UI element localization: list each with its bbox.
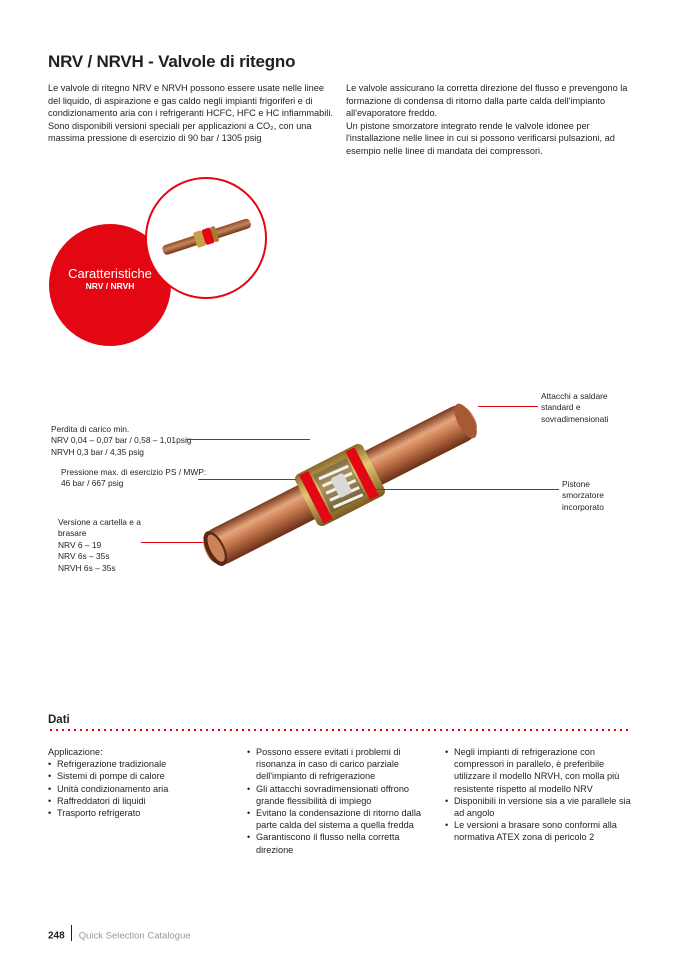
intro-paragraph: Sono disponibili versioni speciali per applicazioni a CO₂, con una massima pressione di esercizio di 90 bar / 1305 psig xyxy=(48,120,312,144)
callout-line: NRV 0,04 – 0,07 bar / 0,58 – 1,01psig xyxy=(51,435,192,446)
callout-perdita xyxy=(51,424,241,458)
list-item: • Garantiscono il flusso nella corretta direzione xyxy=(247,831,427,855)
callout-line: NRVH 0,3 bar / 4,35 psig xyxy=(51,446,144,457)
badge-title: Caratteristiche xyxy=(68,266,152,281)
page-footer xyxy=(48,928,191,944)
callout-line: standard e xyxy=(541,402,581,413)
features-badge-text xyxy=(52,266,168,291)
page-title: NRV / NRVH - Valvole di ritegno xyxy=(48,52,296,71)
dati-column-notes xyxy=(445,746,635,844)
page-number: 248 xyxy=(48,930,65,942)
intro-paragraph: Un pistone smorzatore integrato rende le valvole idonee per l'installazione nelle linee in cui si possono verificarsi pulsazioni, ad esempio nelle linee di mandata dei compressori. xyxy=(346,120,615,156)
callout-leader xyxy=(478,406,538,407)
dotted-divider xyxy=(48,728,632,732)
callout-line: Pistone xyxy=(562,479,590,489)
list-item: • Unità condizionamento aria xyxy=(48,783,228,795)
callout-line: NRV 6s – 35s xyxy=(58,551,110,562)
notes-list xyxy=(445,746,635,844)
dati-column-benefits xyxy=(247,746,427,856)
catalogue-name: Quick Selection Catalogue xyxy=(78,930,191,942)
callout-line: NRVH 6s – 35s xyxy=(58,562,116,573)
callout-line: NRV 6 – 19 xyxy=(58,539,102,550)
callout-leader xyxy=(186,439,310,440)
list-item: • Gli attacchi sovradimensionati offrono grande flessibilità di impiego xyxy=(247,783,427,807)
callout-line: sovradimensionati xyxy=(541,413,609,424)
callout-line: Pressione max. di esercizio PS / MWP: xyxy=(61,467,207,477)
list-item: • Possono essere evitati i problemi di risonanza in caso di carico parziale dell'impianto di refrigerazione xyxy=(247,746,427,783)
list-item: • Trasporto refrigerato xyxy=(48,807,228,819)
list-item: • Sistemi di pompe di calore xyxy=(48,770,228,782)
callout-leader xyxy=(141,542,203,543)
list-item: • Refrigerazione tradizionale xyxy=(48,758,228,770)
applications-list xyxy=(48,758,228,819)
callout-leader xyxy=(198,479,296,480)
callout-pistone xyxy=(562,479,642,513)
dati-column-applications xyxy=(48,746,228,819)
list-item: • Le versioni a brasare sono conformi alla normativa ATEX zona di pericolo 2 xyxy=(445,819,635,843)
intro-right-column xyxy=(346,82,636,158)
callout-versione xyxy=(58,517,168,574)
list-item: • Raffreddatori di liquidi xyxy=(48,795,228,807)
callout-leader xyxy=(368,489,559,490)
callout-line: brasare xyxy=(58,528,87,539)
list-item: • Evitano la condensazione di ritorno dalla parte calda del sistema a quella fredda xyxy=(247,807,427,831)
list-item: • Disponibili in versione sia a vie parallele sia ad angolo xyxy=(445,795,635,819)
list-item: • Negli impianti di refrigerazione con compressori in parallelo, è preferibile utilizzare il modello NRVH, con molla più resistente rispetto al modello NRV xyxy=(445,746,635,795)
callout-line: Attacchi a saldare xyxy=(541,391,608,401)
intro-paragraph: Le valvole di ritegno NRV e NRVH possono essere usate nelle linee del liquido, di aspirazione e gas caldo negli impianti frigoriferi e di condizionamento aria con i refrigeranti HCFC, HFC e HC infiammabili. xyxy=(48,83,333,119)
benefits-list xyxy=(247,746,427,856)
callout-line: smorzatore xyxy=(562,490,604,501)
callout-line: Versione a cartella e a xyxy=(58,517,141,527)
intro-paragraph: Le valvole assicurano la corretta direzione del flusso e prevengono la formazione di condensa di ritorno dalla parte calda dell'impianto all'evaporatore freddo. xyxy=(346,83,628,119)
footer-divider xyxy=(71,925,72,941)
callout-line: 46 bar / 667 psig xyxy=(61,478,124,489)
intro-left-column xyxy=(48,82,338,145)
callout-attacchi xyxy=(541,391,641,425)
section-title-dati: Dati xyxy=(48,714,70,726)
callout-line: incorporato xyxy=(562,501,604,512)
applications-heading: Applicazione: xyxy=(48,747,103,757)
badge-subtitle: NRV / NRVH xyxy=(85,281,135,291)
callout-line: Perdita di carico min. xyxy=(51,424,130,434)
